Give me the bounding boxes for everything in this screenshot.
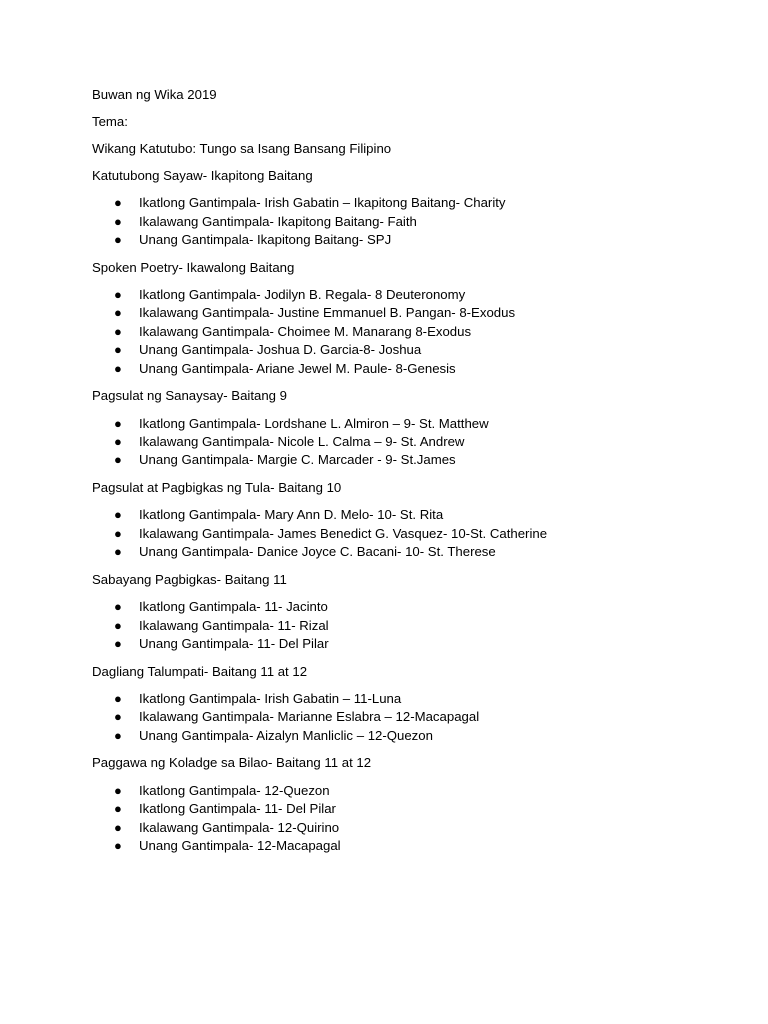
winners-list-dagliang-talumpati: [92, 690, 732, 745]
list-item: ● Ikatlong Gantimpala- 12-Quezon: [92, 782, 732, 800]
section-heading-spoken-poetry: Spoken Poetry- Ikawalong Baitang: [92, 259, 295, 275]
theme-label: Tema:: [92, 113, 128, 129]
bullet-icon: ●: [114, 617, 122, 633]
list-item: ● Ikatlong Gantimpala- Mary Ann D. Melo- 10- St. Rita: [92, 506, 732, 524]
bullet-icon: ●: [114, 433, 122, 449]
list-item: ● Ikatlong Gantimpala- Irish Gabatin – 11-Luna: [92, 690, 732, 708]
theme-text: Wikang Katutubo: Tungo sa Isang Bansang Filipino: [92, 140, 392, 156]
section-heading-pagsulat-ng-sanaysay: Pagsulat ng Sanaysay- Baitang 9: [92, 388, 288, 404]
list-item: ● Unang Gantimpala- Margie C. Marcader - 9- St.James: [92, 451, 732, 469]
list-item: ● Unang Gantimpala- Joshua D. Garcia-8- Joshua: [92, 341, 732, 359]
list-item: ● Unang Gantimpala- Danice Joyce C. Bacani- 10- St. Therese: [92, 543, 732, 561]
list-item: ● Unang Gantimpala- 12-Macapagal: [92, 837, 732, 855]
list-item: ● Unang Gantimpala- Ariane Jewel M. Paule- 8-Genesis: [92, 360, 732, 378]
bullet-icon: ●: [114, 231, 122, 247]
winners-list-sabayang-pagbigkas: [92, 598, 732, 653]
winners-list-pagsulat-at-pagbigkas-ng-tula: [92, 506, 732, 561]
bullet-icon: ●: [114, 525, 122, 541]
section-heading-paggawa-ng-koladge: Paggawa ng Koladge sa Bilao- Baitang 11 at 12: [92, 755, 372, 771]
list-item: ● Ikalawang Gantimpala- 11- Rizal: [92, 617, 732, 635]
bullet-icon: ●: [114, 819, 122, 835]
section-heading-katutubong-sayaw: Katutubong Sayaw- Ikapitong Baitang: [92, 167, 313, 183]
bullet-icon: ●: [114, 507, 122, 523]
document-title: Buwan ng Wika 2019: [92, 87, 217, 102]
bullet-icon: ●: [114, 305, 122, 321]
winners-list-pagsulat-ng-sanaysay: [92, 415, 732, 470]
list-item: ● Ikatlong Gantimpala- Lordshane L. Almiron – 9- St. Matthew: [92, 415, 732, 433]
list-item: ● Ikalawang Gantimpala- Nicole L. Calma – 9- St. Andrew: [92, 433, 732, 451]
list-item: ● Ikatlong Gantimpala- 11- Del Pilar: [92, 800, 732, 818]
list-item: ● Unang Gantimpala- 11- Del Pilar: [92, 635, 732, 653]
bullet-icon: ●: [114, 709, 122, 725]
bullet-icon: ●: [114, 415, 122, 431]
bullet-icon: ●: [114, 691, 122, 706]
winners-list-katutubong-sayaw: [92, 194, 732, 249]
list-item: ● Unang Gantimpala- Aizalyn Manliclic – 12-Quezon: [92, 727, 732, 745]
section-heading-dagliang-talumpati: Dagliang Talumpati- Baitang 11 at 12: [92, 663, 308, 679]
list-item: ● Ikalawang Gantimpala- 12-Quirino: [92, 819, 732, 837]
list-item: ● Ikalawang Gantimpala- Ikapitong Baitang- Faith: [92, 213, 732, 231]
bullet-icon: ●: [114, 801, 122, 817]
bullet-icon: ●: [114, 782, 122, 798]
bullet-icon: ●: [114, 342, 122, 358]
bullet-icon: ●: [114, 727, 122, 743]
list-item: ● Ikalawang Gantimpala- Marianne Eslabra – 12-Macapagal: [92, 708, 732, 726]
list-item: ● Ikalawang Gantimpala- Choimee M. Manarang 8-Exodus: [92, 323, 732, 341]
section-heading-pagsulat-at-pagbigkas-ng-tula: Pagsulat at Pagbigkas ng Tula- Baitang 10: [92, 479, 342, 495]
document-page: [92, 86, 732, 865]
list-item: ● Ikatlong Gantimpala- Jodilyn B. Regala- 8 Deuteronomy: [92, 286, 732, 304]
list-item: ● Ikatlong Gantimpala- 11- Jacinto: [92, 598, 732, 616]
list-item: ● Ikatlong Gantimpala- Irish Gabatin – Ikapitong Baitang- Charity: [92, 194, 732, 212]
bullet-icon: ●: [114, 838, 122, 854]
winners-list-spoken-poetry: [92, 286, 732, 378]
bullet-icon: ●: [114, 360, 122, 376]
list-item: ● Ikalawang Gantimpala- Justine Emmanuel B. Pangan- 8-Exodus: [92, 304, 732, 322]
bullet-icon: ●: [114, 323, 122, 339]
bullet-icon: ●: [114, 599, 122, 615]
bullet-icon: ●: [114, 636, 122, 651]
list-item: ● Unang Gantimpala- Ikapitong Baitang- SPJ: [92, 231, 732, 249]
bullet-icon: ●: [114, 213, 122, 229]
section-heading-sabayang-pagbigkas: Sabayang Pagbigkas- Baitang 11: [92, 571, 287, 587]
bullet-icon: ●: [114, 544, 122, 560]
list-item: ● Ikalawang Gantimpala- James Benedict G. Vasquez- 10-St. Catherine: [92, 525, 732, 543]
bullet-icon: ●: [114, 286, 122, 302]
winners-list-paggawa-ng-koladge: [92, 782, 732, 856]
bullet-icon: ●: [114, 195, 122, 211]
bullet-icon: ●: [114, 452, 122, 468]
